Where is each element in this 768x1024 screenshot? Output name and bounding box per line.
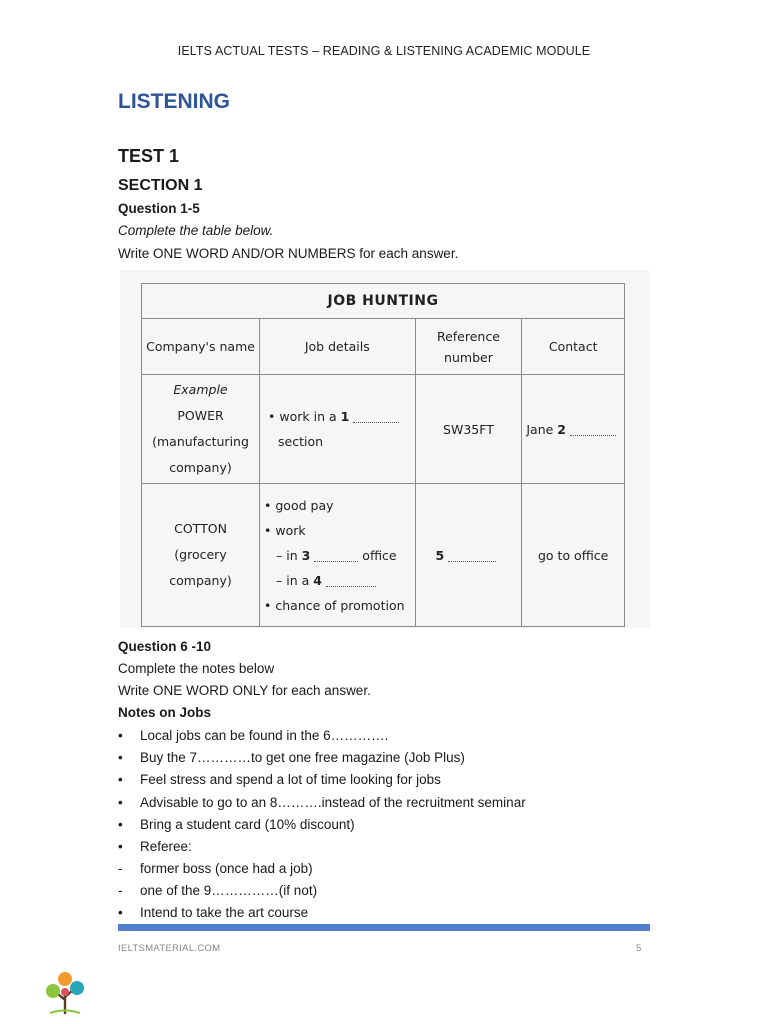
- bullet-mark: •: [118, 905, 123, 920]
- cotton-detail-in: – in: [276, 547, 302, 563]
- job-hunting-table: [141, 283, 625, 627]
- list-item: [118, 794, 526, 812]
- table-row-cotton: [142, 484, 625, 627]
- cotton-company-cell: [142, 484, 260, 627]
- footer-site: IELTSMATERIAL.COM: [118, 943, 221, 954]
- answer-4-number: 4: [313, 572, 322, 588]
- list-item-text: Buy the 7…………to get one free magazine (Job Plus): [140, 750, 465, 765]
- question-6-10-label: Question 6 -10: [118, 639, 212, 654]
- header-reference-line1: Reference: [436, 328, 500, 344]
- part1-instruction: Complete the table below.: [118, 223, 274, 238]
- example-detail-section: section: [278, 434, 324, 449]
- question-1-5-label: Question 1-5: [118, 201, 200, 216]
- list-item: [118, 882, 317, 900]
- bullet-mark: •: [118, 750, 123, 765]
- notes-title: Notes on Jobs: [118, 705, 212, 720]
- list-item: [118, 838, 192, 856]
- section-heading: SECTION 1: [118, 177, 203, 194]
- test-heading: TEST 1: [118, 146, 180, 166]
- answer-2-number: 2: [557, 421, 566, 437]
- header-reference-line2: number: [444, 349, 493, 365]
- part2-rule: Write ONE WORD ONLY for each answer.: [118, 683, 371, 698]
- cotton-detail-promotion: • chance of promotion: [264, 597, 405, 613]
- header-job-details: Job details: [260, 319, 416, 375]
- listening-heading: LISTENING: [118, 90, 231, 113]
- cotton-details-cell: [260, 484, 416, 627]
- example-company-sub1: (manufacturing: [152, 434, 249, 449]
- tree-logo-icon: [44, 970, 86, 1014]
- answer-2-blank: [570, 435, 616, 436]
- answer-1-blank: [353, 422, 399, 423]
- bullet-mark: -: [118, 883, 123, 898]
- table-header-row: [142, 319, 625, 375]
- list-item: [118, 860, 313, 878]
- example-contact: Jane: [526, 421, 558, 437]
- list-item: [118, 816, 355, 834]
- page-number: 5: [636, 943, 642, 954]
- list-item-text: Local jobs can be found in the 6………….: [140, 728, 389, 743]
- example-company-cell: [142, 375, 260, 484]
- answer-4-blank: [326, 586, 376, 587]
- answer-1-number: 1: [340, 409, 350, 424]
- cotton-detail-in-a: – in a: [276, 572, 314, 588]
- cotton-company: COTTON: [174, 521, 227, 536]
- example-detail-text: • work in a: [268, 409, 341, 424]
- example-details-cell: [260, 375, 416, 484]
- cotton-company-sub: (grocery company): [169, 547, 232, 588]
- cotton-contact: go to office: [522, 484, 625, 627]
- part2-instruction: Complete the notes below: [118, 661, 275, 676]
- example-reference: SW35FT: [415, 375, 522, 484]
- header-company-name: Company's name: [142, 319, 260, 375]
- bullet-mark: •: [118, 728, 123, 743]
- answer-3-blank: [314, 561, 358, 562]
- cotton-detail-office: office: [362, 547, 397, 563]
- bullet-mark: -: [118, 861, 123, 876]
- table-title: JOB HUNTING: [142, 284, 625, 319]
- bullet-mark: •: [118, 817, 123, 832]
- example-company: POWER: [177, 408, 224, 423]
- cotton-detail-work: • work: [264, 522, 306, 538]
- example-contact-cell: [522, 375, 625, 484]
- list-item-text: Intend to take the art course: [140, 905, 309, 920]
- answer-5-number: 5: [435, 547, 445, 563]
- cotton-detail-pay: • good pay: [264, 497, 334, 513]
- header-contact: Contact: [522, 319, 625, 375]
- part1-rule: Write ONE WORD AND/OR NUMBERS for each answer.: [118, 246, 459, 261]
- bullet-mark: •: [118, 795, 123, 810]
- header-reference: [415, 319, 522, 375]
- list-item-text: Feel stress and spend a lot of time looking for jobs: [140, 772, 441, 787]
- cotton-reference-cell: [415, 484, 522, 627]
- list-item-text: Referee:: [140, 839, 192, 854]
- example-label: Example: [173, 382, 228, 397]
- list-item: [118, 749, 465, 767]
- list-item-text: one of the 9……………(if not): [140, 883, 318, 898]
- list-item: [118, 771, 441, 789]
- list-item-text: Bring a student card (10% discount): [140, 817, 355, 832]
- answer-3-number: 3: [301, 547, 311, 563]
- bullet-mark: •: [118, 772, 123, 787]
- page-header: IELTS ACTUAL TESTS – READING & LISTENING ACADEMIC MODULE: [177, 44, 591, 58]
- table-row-example: [142, 375, 625, 484]
- bullet-mark: •: [118, 839, 123, 854]
- answer-5-blank: [448, 561, 496, 562]
- list-item-text: former boss (once had a job): [140, 861, 313, 876]
- example-company-sub2: company): [169, 460, 232, 475]
- list-item: [118, 727, 388, 745]
- footer-rule: [118, 924, 650, 931]
- list-item: [118, 904, 308, 922]
- list-item-text: Advisable to go to an 8……….instead of the recruitment seminar: [140, 795, 526, 810]
